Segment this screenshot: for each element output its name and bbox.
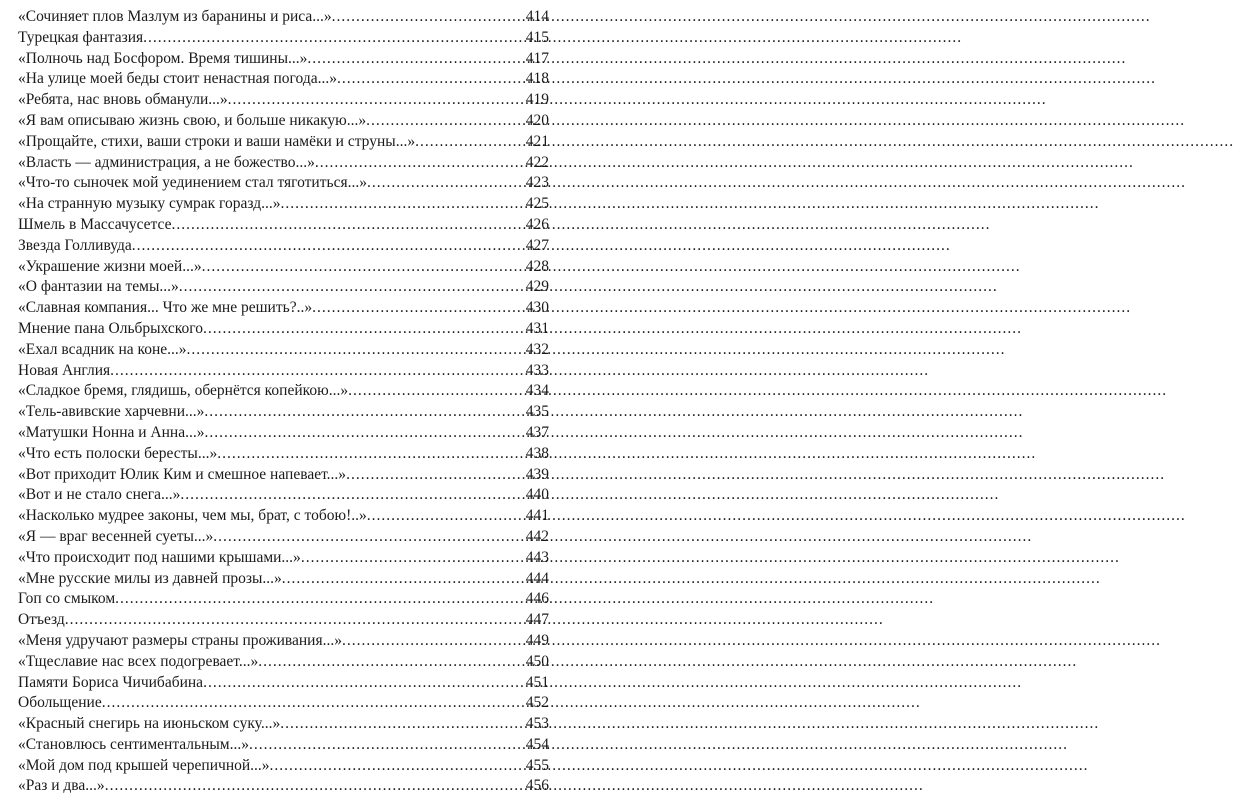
toc-entry-page-number: 437 (525, 423, 549, 441)
toc-entry-page-number: 450 (525, 652, 549, 670)
toc-entry-page-number: 451 (525, 673, 549, 691)
toc-entry (18, 49, 549, 70)
toc-entry-title: «Украшение жизни моей...» (18, 257, 202, 275)
dot-leader (203, 673, 524, 694)
toc-entry (18, 298, 549, 319)
dot-leader (346, 465, 524, 486)
dot-leader (143, 28, 524, 49)
dot-leader (65, 610, 524, 631)
toc-entry-title: «Раз и два...» (18, 777, 105, 795)
toc-entry (18, 381, 549, 402)
toc-entry-title: «Что-то сыночек мой уединением стал тяготиться...» (18, 174, 367, 192)
toc-entry (18, 756, 549, 777)
toc-entry-title: «Ребята, нас вновь обманули...» (18, 91, 228, 109)
toc-entry (18, 485, 549, 506)
toc-entry-page-number: 452 (525, 694, 549, 712)
toc-entry (18, 673, 549, 694)
dot-leader (217, 444, 524, 465)
toc-entry-page-number: 427 (525, 236, 549, 254)
dot-leader (301, 548, 524, 569)
toc-entry-title: «Мне русские милы из давней прозы...» (18, 569, 282, 587)
toc-entry (18, 69, 549, 90)
toc-entry-title: «Насколько мудрее законы, чем мы, брат, с тобою!..» (18, 507, 367, 525)
toc-entry (18, 132, 549, 153)
toc-entry-title: «На улице моей беды стоит ненастная погода...» (18, 70, 337, 88)
toc-entry-title: Турецкая фантазия (18, 28, 144, 46)
toc-entry (18, 610, 549, 631)
toc-entry-page-number: 428 (525, 257, 549, 275)
toc-entry-title: Шмель в Массачусетсе (18, 215, 172, 233)
toc-entry-page-number: 434 (525, 382, 549, 400)
toc-entry-page-number: 444 (525, 569, 549, 587)
toc-entry-page-number: 454 (525, 735, 549, 753)
toc-entry (18, 444, 549, 465)
toc-entry-title: «Славная компания... Что же мне решить?..» (18, 299, 313, 317)
dot-leader (315, 153, 524, 174)
toc-entry-page-number: 447 (525, 611, 549, 629)
toc-entry (18, 90, 549, 111)
dot-leader (270, 756, 524, 777)
toc-entry-title: «Я вам описываю жизнь свою, и больше никакую...» (18, 111, 367, 129)
dot-leader (110, 361, 524, 382)
toc-entry-page-number: 420 (525, 111, 549, 129)
table-of-contents (18, 7, 549, 797)
toc-entry-title: Отъезд (18, 611, 65, 629)
toc-entry-page-number: 422 (525, 153, 549, 171)
dot-leader (202, 257, 524, 278)
toc-entry-page-number: 439 (525, 465, 549, 483)
toc-entry (18, 153, 549, 174)
toc-entry (18, 423, 549, 444)
toc-entry-page-number: 418 (525, 70, 549, 88)
toc-entry-title: Обольщение (18, 694, 102, 712)
dot-leader (204, 423, 523, 444)
toc-entry (18, 548, 549, 569)
toc-entry (18, 28, 549, 49)
dot-leader (366, 111, 524, 132)
toc-entry (18, 506, 549, 527)
toc-entry (18, 111, 549, 132)
toc-entry (18, 652, 549, 673)
toc-entry-title: «Власть — администрация, а не божество...» (18, 153, 315, 171)
toc-entry (18, 631, 549, 652)
dot-leader (180, 485, 523, 506)
toc-entry-title: «На странную музыку сумрак горазд...» (18, 195, 281, 213)
toc-entry-title: «Вот и не стало снега...» (18, 486, 181, 504)
toc-entry-page-number: 453 (525, 715, 549, 733)
dot-leader (281, 194, 524, 215)
toc-entry-page-number: 443 (525, 548, 549, 566)
toc-entry-page-number: 431 (525, 319, 549, 337)
toc-entry-title: Мнение пана Ольбрыхского (18, 319, 203, 337)
toc-entry-page-number: 440 (525, 486, 549, 504)
toc-entry-title: «Становлюсь сентиментальным...» (18, 735, 249, 753)
toc-entry-page-number: 433 (525, 361, 549, 379)
toc-entry-title: Памяти Бориса Чичибабина (18, 673, 204, 691)
dot-leader (249, 735, 524, 756)
dot-leader (204, 402, 523, 423)
toc-entry-page-number: 430 (525, 299, 549, 317)
dot-leader (105, 776, 524, 797)
toc-entry-page-number: 438 (525, 444, 549, 462)
dot-leader (332, 7, 524, 28)
toc-entry-title: «Ехал всадник на коне...» (18, 340, 187, 358)
toc-entry-title: «Матушки Нонна и Анна...» (18, 423, 205, 441)
toc-entry-title: Новая Англия (18, 361, 111, 379)
dot-leader (171, 215, 523, 236)
toc-entry (18, 194, 549, 215)
toc-entry-page-number: 426 (525, 215, 549, 233)
toc-entry-title: «О фантазии на темы...» (18, 278, 179, 296)
toc-entry (18, 693, 549, 714)
toc-entry-page-number: 449 (525, 631, 549, 649)
toc-entry-page-number: 417 (525, 49, 549, 67)
toc-entry-page-number: 414 (525, 8, 549, 25)
toc-entry-title: «Что происходит под нашими крышами...» (18, 548, 301, 566)
dot-leader (179, 277, 524, 298)
toc-entry (18, 776, 549, 797)
toc-entry (18, 569, 549, 590)
toc-entry-title: Гоп со смыком (18, 590, 116, 608)
dot-leader (282, 569, 524, 590)
toc-entry (18, 361, 549, 382)
toc-entry-title: «Что есть полоски бересты...» (18, 444, 218, 462)
toc-entry-title: «Красный снегирь на июньском суку...» (18, 715, 281, 733)
toc-entry-title: «Тщеславие нас всех подогревает...» (18, 652, 259, 670)
toc-entry (18, 319, 549, 340)
toc-entry-page-number: 423 (525, 174, 549, 192)
toc-entry-page-number: 441 (525, 507, 549, 525)
toc-entry (18, 714, 549, 735)
dot-leader (228, 90, 524, 111)
toc-entry-title: Звезда Голливуда (18, 236, 132, 254)
dot-leader (348, 381, 524, 402)
dot-leader (213, 527, 523, 548)
dot-leader (307, 49, 523, 70)
toc-entry-title: «Меня удручают размеры страны проживания...» (18, 631, 342, 649)
dot-leader (367, 506, 524, 527)
toc-entry-title: «Сладкое бремя, глядишь, обернётся копейкою...» (18, 382, 349, 400)
dot-leader (203, 319, 524, 340)
toc-entry (18, 402, 549, 423)
toc-entry-page-number: 421 (525, 132, 549, 150)
toc-entry-title: «Сочиняет плов Мазлум из баранины и риса...» (18, 8, 332, 25)
toc-entry-title: «Полночь над Босфором. Время тишины...» (18, 49, 308, 67)
toc-entry (18, 340, 549, 361)
toc-entry-page-number: 455 (525, 756, 549, 774)
dot-leader (280, 714, 524, 735)
toc-entry (18, 277, 549, 298)
dot-leader (102, 693, 524, 714)
dot-leader (187, 340, 524, 361)
toc-entry (18, 465, 549, 486)
toc-entry (18, 257, 549, 278)
dot-leader (415, 132, 524, 153)
toc-entry (18, 735, 549, 756)
dot-leader (367, 173, 524, 194)
dot-leader (312, 298, 524, 319)
toc-entry (18, 173, 549, 194)
dot-leader (115, 589, 524, 610)
toc-entry-page-number: 456 (525, 777, 549, 795)
toc-entry-page-number: 429 (525, 278, 549, 296)
toc-entry (18, 7, 549, 28)
toc-entry (18, 589, 549, 610)
toc-entry-page-number: 425 (525, 195, 549, 213)
toc-entry-title: «Я — враг весенней суеты...» (18, 527, 214, 545)
toc-entry (18, 215, 549, 236)
toc-entry-title: «Вот приходит Юлик Ким и смешное напевает...» (18, 465, 347, 483)
toc-entry (18, 236, 549, 257)
dot-leader (258, 652, 523, 673)
toc-entry-title: «Мой дом под крышей черепичной...» (18, 756, 270, 774)
toc-entry-page-number: 435 (525, 403, 549, 421)
toc-entry (18, 527, 549, 548)
toc-entry-page-number: 432 (525, 340, 549, 358)
toc-entry-page-number: 419 (525, 91, 549, 109)
dot-leader (132, 236, 524, 257)
toc-entry-title: «Тель-авивские харчевни...» (18, 403, 205, 421)
toc-entry-page-number: 415 (525, 28, 549, 46)
dot-leader (337, 69, 524, 90)
toc-entry-page-number: 442 (525, 527, 549, 545)
toc-entry-page-number: 446 (525, 590, 549, 608)
toc-entry-title: «Прощайте, стихи, ваши строки и ваши намёки и струны...» (18, 132, 416, 150)
dot-leader (342, 631, 524, 652)
